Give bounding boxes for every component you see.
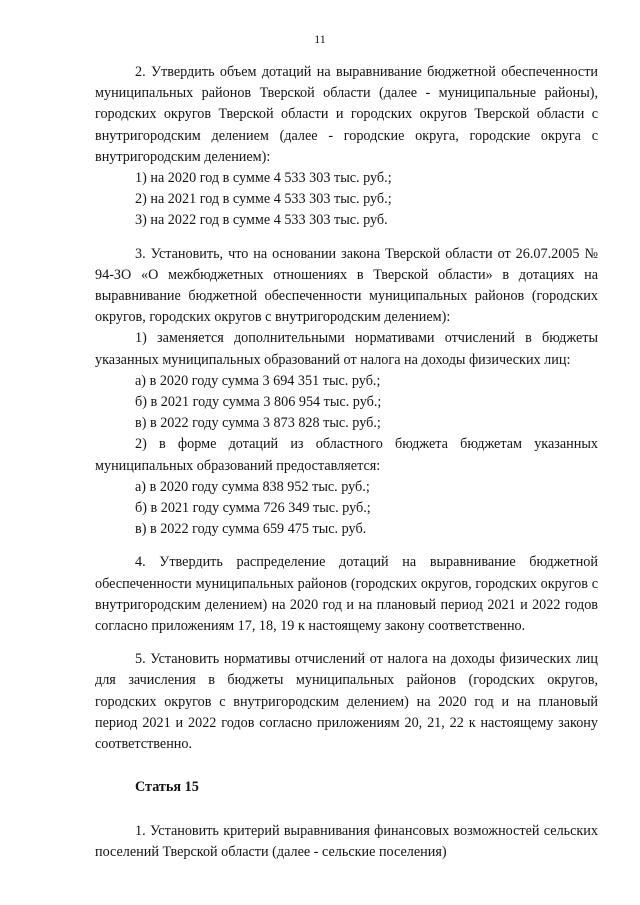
paragraph-2-item-3: 3) на 2022 год в сумме 4 533 303 тыс. руб. — [135, 212, 388, 229]
paragraph-2: 2. Утвердить объем дотаций на выравнивание бюджетной обеспеченности муниципальных районов Тверской области (далее - муниципальные районы), городских округов Тверской области и городских округов Тверской области с внутригородским делением (далее - городские округа, городские округа с внутригородским делением): — [95, 64, 598, 165]
spacer — [95, 232, 598, 244]
paragraph-3-item-2c: в) в 2022 году сумма 659 475 тыс. руб. — [135, 521, 367, 538]
paragraph-3: 3. Установить, что на основании закона Тверской области от 26.07.2005 № 94-ЗО «О межбюджетных отношениях в Тверской области» в дотациях на выравнивание бюджетной обеспеченности муниципальных районов (городских округов, городских округов с внутригородским делением): — [95, 245, 598, 326]
paragraph-3-item-1b: б) в 2021 году сумма 3 806 954 тыс. руб.; — [135, 394, 382, 411]
paragraph-5: 5. Установить нормативы отчислений от налога на доходы физических лиц для зачисления в бюджеты муниципальных районов (городских округов, городских округов с внутригородским делением) на 2020 год и на плановый период 2021 и 2022 годов согласно приложениям 20, 21, 22 к настоящему закону соответственно. — [95, 651, 598, 753]
spacer — [95, 637, 598, 649]
paragraph-3-item-2b: б) в 2021 году сумма 726 349 тыс. руб.; — [135, 500, 371, 517]
paragraph-3-item-2: 2) в форме дотаций из областного бюджета бюджетам указанных муниципальных образований предоставляется: — [95, 436, 598, 474]
paragraph-2-item-2: 2) на 2021 год в сумме 4 533 303 тыс. руб.; — [135, 191, 392, 208]
article-heading: Статья 15 — [135, 779, 199, 796]
paragraph-2-item-1: 1) на 2020 год в сумме 4 533 303 тыс. руб.; — [135, 170, 392, 187]
paragraph-3-item-1: 1) заменяется дополнительными нормативами отчислений в бюджеты указанных муниципальных образований от налога на доходы физических лиц: — [95, 330, 598, 368]
paragraph-3-item-1a: а) в 2020 году сумма 3 694 351 тыс. руб.; — [135, 372, 381, 389]
page-number: 11 — [314, 32, 326, 46]
paragraph-3-item-2a: а) в 2020 году сумма 838 952 тыс. руб.; — [135, 478, 370, 495]
article-15-paragraph-1: 1. Установить критерий выравнивания финансовых возможностей сельских поселений Тверской области (далее - сельские поселения) — [95, 822, 598, 860]
paragraph-3-item-1c: в) в 2022 году сумма 3 873 828 тыс. руб.; — [135, 415, 381, 432]
document-body — [95, 62, 598, 863]
paragraph-4: 4. Утвердить распределение дотаций на выравнивание бюджетной обеспеченности муниципальных районов (городских округов, городских округов с внутригородским делением) на 2020 год и на плановый период 2021 и 2022 годов согласно приложениям 17, 18, 19 к настоящему закону соответственно. — [95, 554, 598, 635]
spacer — [95, 540, 598, 552]
spacer — [95, 755, 598, 777]
spacer — [95, 799, 598, 821]
